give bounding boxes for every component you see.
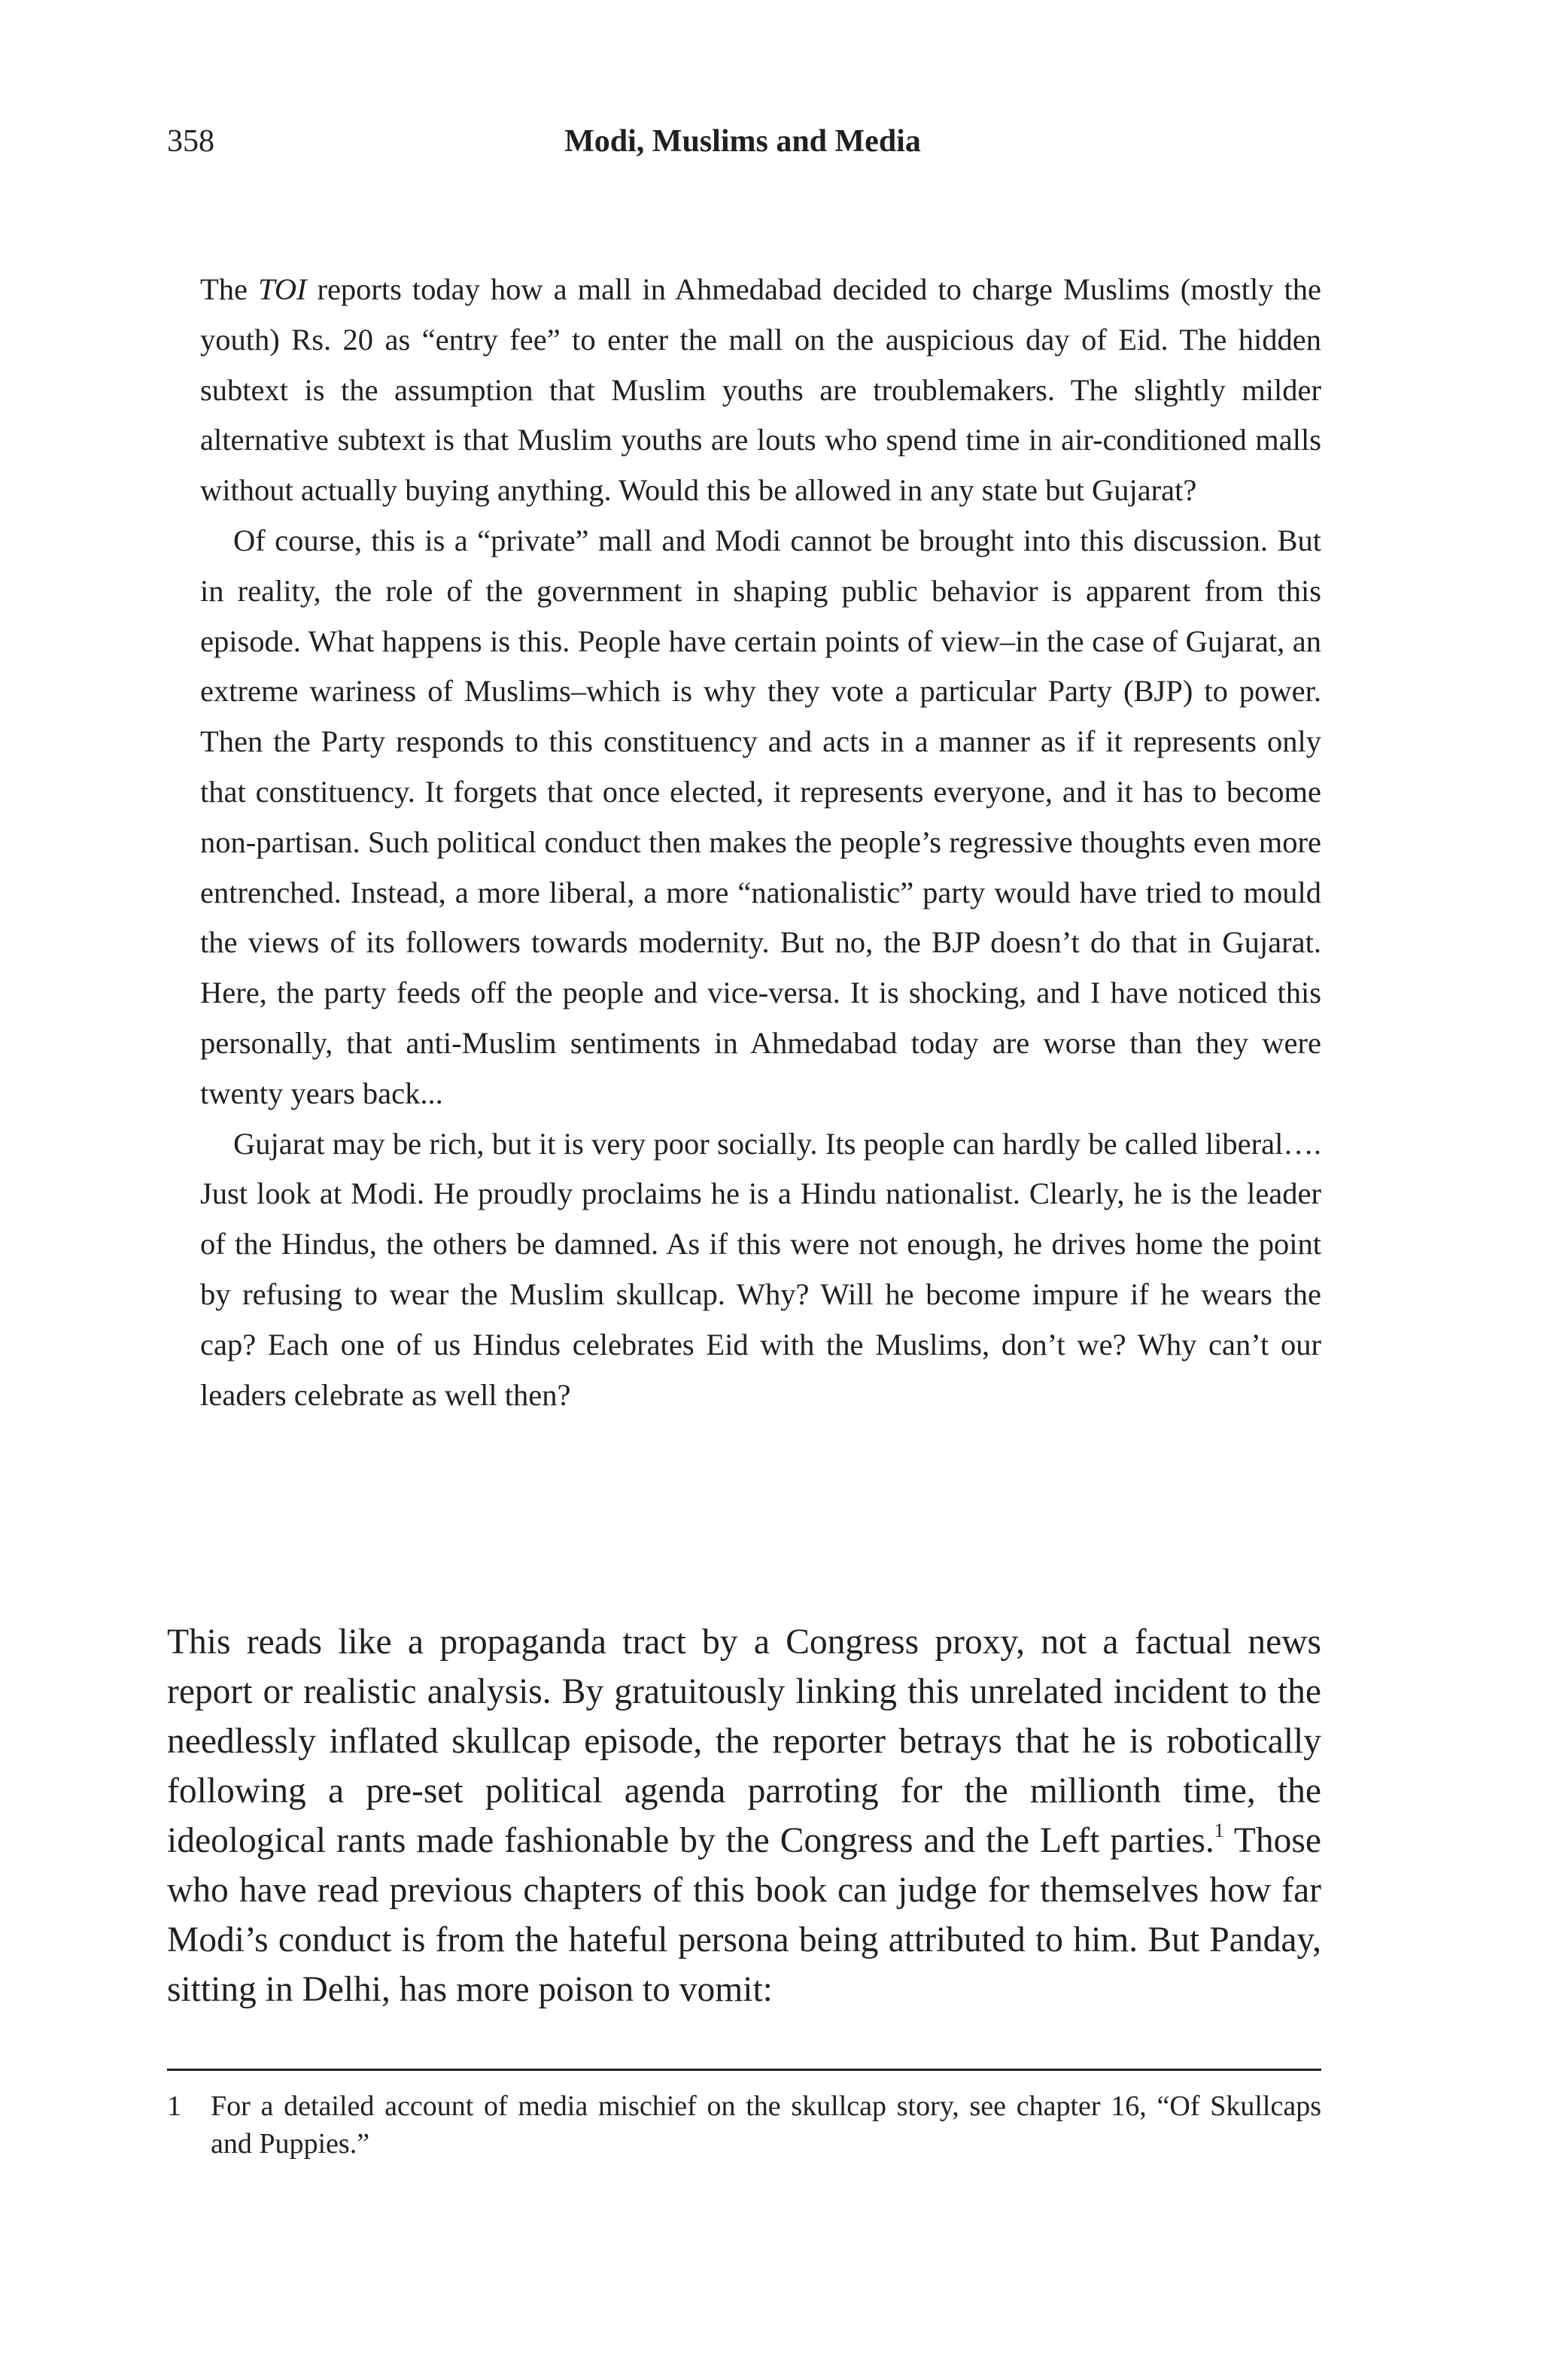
block-quote	[200, 265, 1321, 1420]
quote-p1-publication: TOI	[257, 272, 307, 306]
quote-p1-start: The	[200, 272, 258, 306]
running-head	[167, 119, 1318, 164]
footnote	[167, 2087, 1321, 2163]
footnote-text: For a detailed account of media mischief on the skullcap story, see chapter 16, “Of Skullcaps and Puppies.”	[211, 2090, 1321, 2160]
footnote-divider	[167, 2069, 1321, 2071]
footnote-number: 1	[167, 2090, 181, 2122]
body-part-1: This reads like a propaganda tract by a Congress proxy, not a factual news report or realistic analysis. By gratuitously linking this unrelated incident to the needlessly inflated skullcap episode, the reporter betrays that he is robotically following a pre-set political agenda parroting for the millionth time, the ideological rants made fashionable by the Congress and the Left parties.	[167, 1623, 1321, 1860]
book-title: Modi, Muslims and Media	[564, 124, 921, 159]
quote-paragraph-1	[200, 265, 1321, 516]
quote-paragraph-2: Of course, this is a “private” mall and Modi cannot be brought into this discussion. But in reality, the role of the government in shaping public behavior is apparent from this episode. What happens is this. People have certain points of view–in the case of Gujarat, an extreme wariness of Muslims–which is why they vote a particular Party (BJP) to power. Then the Party responds to this constituency and acts in a manner as if it represents only that constituency. It forgets that once elected, it represents everyone, and it has to become non-partisan. Such political conduct then makes the people’s regressive thoughts even more entrenched. Instead, a more liberal, a more “nationalistic” party would have tried to mould the views of its followers towards modernity. But no, the BJP doesn’t do that in Gujarat. Here, the party feeds off the people and vice-versa. It is shocking, and I have noticed this personally, that anti-Muslim sentiments in Ahmedabad today are worse than they were twenty years back...	[200, 523, 1321, 1110]
footnote-reference: 1	[1214, 1820, 1224, 1841]
quote-paragraph-3: Gujarat may be rich, but it is very poor socially. Its people can hardly be called liberal…. Just look at Modi. He proudly proclaims he is a Hindu nationalist. Clearly, he is the leader of the Hindus, the others be damned. As if this were not enough, he drives home the point by refusing to wear the Muslim skullcap. Why? Will he become impure if he wears the cap? Each one of us Hindus celebrates Eid with the Muslims, don’t we? Why can’t our leaders celebrate as well then?	[200, 1126, 1321, 1412]
body-part-2: Those who have read previous chapters of this book can judge for themselves how far Modi’s conduct is from the hateful persona being attributed to him. But Panday, sitting in Delhi, has more poison to vomit:	[167, 1821, 1321, 2009]
page-number: 358	[167, 124, 214, 159]
quote-p1-rest: reports today how a mall in Ahmedabad decided to charge Muslims (mostly the youth) Rs. 20 as “entry fee” to enter the mall on the auspicious day of Eid. The hidden subtext is the assumption that Muslim youths are troublemakers. The slightly milder alternative subtext is that Muslim youths are louts who spend time in air-conditioned malls without actually buying anything. Would this be allowed in any state but Gujarat?	[200, 272, 1321, 508]
body-paragraph	[167, 1617, 1321, 2014]
